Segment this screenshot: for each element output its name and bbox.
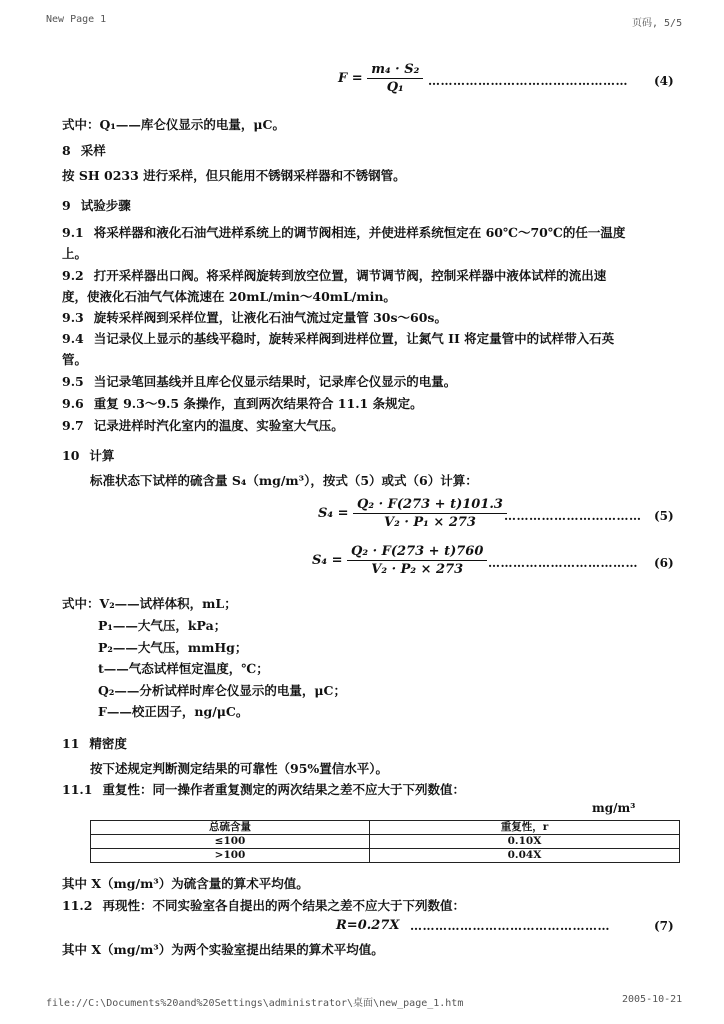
note-x-definition: 其中 X（mg/m³）为硫含量的算术平均值。 xyxy=(62,876,309,891)
clause-text: 当记录仪上显示的基线平稳时，旋转采样阀到进样位置，让氮气 II 将定量管中的试样带入石英 xyxy=(93,331,615,346)
section-number: 8 xyxy=(62,143,71,158)
section-title: 试验步骤 xyxy=(80,198,131,213)
table-unit: mg/m³ xyxy=(592,801,636,815)
section-9-6 xyxy=(62,396,423,412)
section-8-text: 按 SH 0233 进行采样，但只能用不锈钢采样器和不锈钢管。 xyxy=(62,168,406,183)
equation-5-denominator: V₂ · P₁ × 273 xyxy=(384,515,476,530)
where-item: Q₂——分析试样时库仑仪显示的电量，μC； xyxy=(98,683,346,698)
note-x-two-labs: 其中 X（mg/m³）为两个实验室提出结果的算术平均值。 xyxy=(62,942,384,957)
clause-number: 9.7 xyxy=(62,418,84,433)
section-9-3 xyxy=(62,310,447,326)
equation-4 xyxy=(338,62,423,95)
section-9-4-cont: 管。 xyxy=(62,352,88,367)
page-header-title: New Page 1 xyxy=(46,14,107,25)
table-cell: >100 xyxy=(91,849,370,863)
equation-6-leader-dots: ……………………………… xyxy=(488,556,638,570)
equation-7: R=0.27X xyxy=(336,918,400,933)
equation-4-fraction xyxy=(367,62,423,95)
clause-text: 记录进样时汽化室内的温度、实验室大气压。 xyxy=(93,418,344,433)
page-footer-date: 2005-10-21 xyxy=(622,994,683,1005)
equation-6-numerator: Q₂ · F(273 + t)760 xyxy=(347,544,487,561)
section-9-1 xyxy=(62,225,625,241)
clause-text: 将采样器和液化石油气进样系统上的调节阀相连，并使进样系统恒定在 60℃～70℃的任一温度 xyxy=(93,225,626,240)
table-cell: 0.10X xyxy=(370,835,680,849)
clause-number: 9.3 xyxy=(62,310,84,325)
clause-text: 重复 9.3～9.5 条操作，直到两次结果符合 11.1 条规定。 xyxy=(93,396,423,411)
section-title: 计算 xyxy=(89,448,115,463)
where-item: t——气态试样恒定温度，℃； xyxy=(98,661,269,676)
page-header-page-number: 页码, 5/5 xyxy=(632,18,683,29)
section-8-heading xyxy=(62,143,106,159)
clause-text: 打开采样器出口阀。将采样阀旋转到放空位置，调节调节阀，控制采样器中液体试样的流出速 xyxy=(93,268,607,283)
equation-7-leader-dots: ………………………………………… xyxy=(410,919,610,933)
section-9-2-cont: 度，使液化石油气气体流速在 20mL/min～40mL/min。 xyxy=(62,289,396,304)
repeatability-table xyxy=(90,820,680,863)
where-v2: 式中：V₂——试样体积，mL； xyxy=(62,596,237,611)
clause-number: 11.1 xyxy=(62,782,93,797)
equation-6-lhs: S₄ = xyxy=(312,553,343,568)
section-9-heading xyxy=(62,198,131,214)
section-9-2 xyxy=(62,268,606,284)
section-11-2 xyxy=(62,898,465,914)
equation-6-fraction xyxy=(347,544,487,577)
table-header-cell: 重复性，r xyxy=(370,821,680,835)
equation-6-label: (6) xyxy=(654,556,674,570)
section-9-7 xyxy=(62,418,344,434)
section-number: 10 xyxy=(62,448,80,463)
section-number: 11 xyxy=(62,736,80,751)
equation-4-label: (4) xyxy=(654,74,674,88)
table-header-row xyxy=(91,821,680,835)
equation-5-fraction xyxy=(353,497,507,530)
section-11-1 xyxy=(62,782,465,798)
section-11-heading xyxy=(62,736,127,752)
equation-5 xyxy=(318,497,507,530)
page-footer-path: file://C:\Documents%20and%20Settings\administrator\桌面\new_page_1.htm xyxy=(46,998,464,1009)
clause-number: 9.1 xyxy=(62,225,84,240)
where-item: F——校正因子，ng/μC。 xyxy=(98,704,249,719)
section-title: 精密度 xyxy=(89,736,127,751)
section-10-intro: 标准状态下试样的硫含量 S₄（mg/m³），按式（5）或式（6）计算： xyxy=(90,473,478,488)
clause-text: 再现性：不同实验室各自提出的两个结果之差不应大于下列数值： xyxy=(102,898,465,913)
section-11-intro: 按下述规定判断测定结果的可靠性（95%置信水平）。 xyxy=(90,761,389,776)
where-q1: 式中：Q₁——库仑仪显示的电量，μC。 xyxy=(62,117,285,132)
where-item: P₁——大气压，kPa； xyxy=(98,618,227,633)
section-9-1-cont: 上。 xyxy=(62,246,88,261)
clause-number: 9.5 xyxy=(62,374,84,389)
equation-6-denominator: V₂ · P₂ × 273 xyxy=(371,562,464,577)
section-10-heading xyxy=(62,448,114,464)
clause-number: 11.2 xyxy=(62,898,93,913)
table-cell: 0.04X xyxy=(370,849,680,863)
clause-number: 9.6 xyxy=(62,396,84,411)
section-title: 采样 xyxy=(80,143,106,158)
clause-text: 旋转采样阀到采样位置，让液化石油气流过定量管 30s～60s。 xyxy=(93,310,447,325)
equation-4-leader-dots: ………………………………………… xyxy=(428,74,628,88)
equation-6 xyxy=(312,544,487,577)
clause-number: 9.2 xyxy=(62,268,84,283)
equation-7-label: (7) xyxy=(654,919,674,933)
equation-4-lhs: F = xyxy=(338,71,363,86)
equation-4-numerator: m₄ · S₂ xyxy=(367,62,423,79)
equation-5-lhs: S₄ = xyxy=(318,506,349,521)
equation-5-leader-dots: …………………………… xyxy=(504,509,642,523)
table-row xyxy=(91,849,680,863)
clause-number: 9.4 xyxy=(62,331,84,346)
equation-4-denominator: Q₁ xyxy=(386,80,404,95)
section-number: 9 xyxy=(62,198,71,213)
equation-5-label: (5) xyxy=(654,509,674,523)
section-9-4 xyxy=(62,331,614,347)
equation-5-numerator: Q₂ · F(273 + t)101.3 xyxy=(353,497,507,514)
table-row xyxy=(91,835,680,849)
section-9-5 xyxy=(62,374,456,390)
table-header-cell: 总硫含量 xyxy=(91,821,370,835)
where-item: P₂——大气压，mmHg； xyxy=(98,640,248,655)
clause-text: 重复性：同一操作者重复测定的两次结果之差不应大于下列数值： xyxy=(102,782,465,797)
table-cell: ≤100 xyxy=(91,835,370,849)
clause-text: 当记录笔回基线并且库仑仪显示结果时，记录库仑仪显示的电量。 xyxy=(93,374,457,389)
